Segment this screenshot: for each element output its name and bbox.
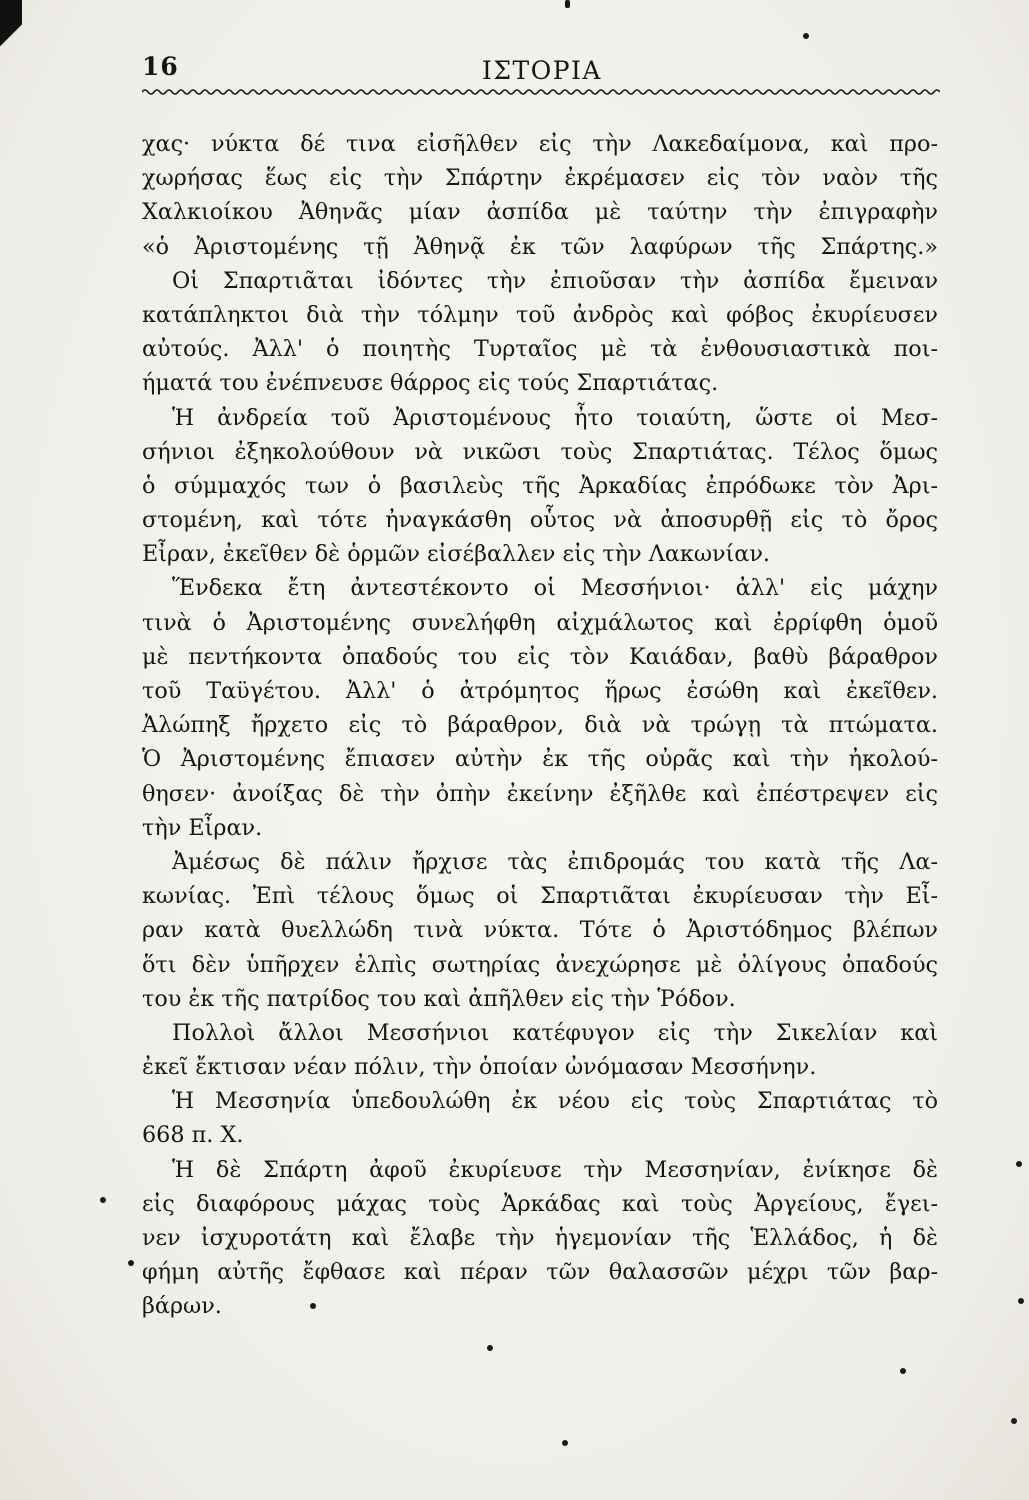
text-line: τινὰ ὁ Ἀριστομένης συνελήφθη αἰχμάλωτος καὶ ἐρρίφθη ὁμοῦ: [142, 609, 938, 636]
text-line: ήματά του ἐνέπνευσε θάρρος εἰς τούς Σπαρτιάτας.: [142, 370, 719, 397]
text-line: νεν ἰσχυροτάτη καὶ ἔλαβε τὴν ἡγεμονίαν τῆς Ἑλλάδος, ἡ δὲ: [142, 1225, 938, 1251]
text-line: Ἡ ἀνδρεία τοῦ Ἀριστομένους ἦτο τοιαύτη, ὥστε οἱ Μεσ-: [172, 404, 938, 431]
text-line: θησεν· ἀνοίξας δὲ τὴν ὀπὴν ἐκείνην ἐξῆλθε καὶ ἐπέστρεψεν εἰς: [142, 780, 938, 807]
ink-speck: [900, 1368, 906, 1374]
text-line: του ἐκ τῆς πατρίδος του καὶ ἀπῆλθεν εἰς τὴν Ῥόδον.: [142, 985, 736, 1012]
ink-speck: [487, 1345, 493, 1351]
text-line: κωνίας. Ἐπὶ τέλους ὅμως οἱ Σπαρτιᾶται ἐκυρίευσαν τὴν Εἶ-: [142, 883, 938, 910]
text-line: Χαλκιοίκου Ἀθηνᾶς μίαν ἀσπίδα μὲ ταύτην τὴν ἐπιγραφὴν: [142, 199, 938, 226]
text-line: 668 π. Χ.: [142, 1122, 244, 1149]
text-line: σήνιοι ἐξηκολούθουν νὰ νικῶσι τοὺς Σπαρτιάτας. Τέλος ὅμως: [142, 438, 938, 465]
text-line: στομένη, καὶ τότε ἠναγκάσθη οὗτος νὰ ἀποσυρθῇ εἰς τὸ ὄρος: [142, 507, 938, 534]
text-line: Οἱ Σπαρτιᾶται ἰδόντες τὴν ἐπιοῦσαν τὴν ἀσπίδα ἔμειναν: [172, 267, 938, 294]
text-line: χας· νύκτα δέ τινα εἰσῆλθεν εἰς τὴν Λακεδαίμονα, καὶ προ-: [142, 131, 938, 157]
ink-speck: [565, 0, 570, 8]
text-line: τὴν Εἶραν.: [142, 814, 263, 841]
page-header: [142, 52, 942, 92]
ink-speck: [100, 1197, 106, 1203]
page-number: 16: [142, 52, 179, 81]
header-wavy-rule: [142, 88, 940, 96]
text-line: χωρήσας ἕως εἰς τὴν Σπάρτην ἐκρέμασεν εἰς τὸν ναὸν τῆς: [142, 165, 938, 192]
text-line: εἰς διαφόρους μάχας τοὺς Ἀρκάδας καὶ τοὺς Ἀργείους, ἔγει-: [142, 1190, 938, 1217]
text-line: μὲ πεντήκοντα ὀπαδούς του εἰς τὸν Καιάδαν, βαθὺ βάραθρον: [142, 643, 938, 670]
text-line: Ὁ Ἀριστομένης ἔπιασεν αὐτὴν ἐκ τῆς οὐρᾶς καὶ τὴν ἠκολού-: [142, 746, 938, 773]
body-text: [142, 127, 938, 1324]
text-line: Πολλοὶ ἄλλοι Μεσσήνιοι κατέφυγον εἰς τὴν Σικελίαν καὶ: [172, 1019, 938, 1046]
text-line: Ἀμέσως δὲ πάλιν ἤρχισε τὰς ἐπιδρομάς του κατὰ τῆς Λα-: [172, 848, 938, 875]
ink-speck: [1016, 1161, 1022, 1167]
text-line: τοῦ Ταϋγέτου. Ἀλλ' ὁ ἀτρόμητος ἥρως ἐσώθη καὶ ἐκεῖθεν.: [142, 678, 938, 704]
ink-speck: [562, 1440, 568, 1446]
ink-speck: [310, 1303, 316, 1309]
text-line: φήμη αὐτῆς ἔφθασε καὶ πέραν τῶν θαλασσῶν μέχρι τῶν βαρ-: [142, 1259, 938, 1286]
running-title: ΙΣΤΟΡΙΑ: [482, 56, 602, 85]
text-line: «ὁ Ἀριστομένης τῇ Ἀθηνᾷ ἐκ τῶν λαφύρων τῆς Σπάρτης.»: [142, 233, 938, 260]
text-line: αὐτούς. Ἀλλ' ὁ ποιητὴς Τυρταῖος μὲ τὰ ἐνθουσιαστικὰ ποι-: [142, 336, 938, 363]
text-line: ὁ σύμμαχός των ὁ βασιλεὺς τῆς Ἀρκαδίας ἐπρόδωκε τὸν Ἀρι-: [142, 472, 938, 499]
ink-speck: [1011, 1418, 1017, 1424]
text-line: ἐκεῖ ἔκτισαν νέαν πόλιν, τὴν ὁποίαν ὠνόμασαν Μεσσήνην.: [142, 1054, 817, 1081]
text-line: κατάπληκτοι διὰ τὴν τόλμην τοῦ ἀνδρὸς καὶ φόβος ἐκυρίευσεν: [142, 301, 938, 328]
ink-speck: [803, 33, 809, 39]
ink-speck: [128, 1260, 134, 1266]
ink-speck: [1018, 1298, 1024, 1304]
scan-edge-shadow: [0, 0, 22, 80]
text-line: Εἶραν, ἐκεῖθεν δὲ ὁρμῶν εἰσέβαλλεν εἰς τὴν Λακωνίαν.: [142, 541, 770, 568]
text-line: ραν κατὰ θυελλώδη τινὰ νύκτα. Τότε ὁ Ἀριστόδημος βλέπων: [142, 917, 938, 944]
text-line: Ἡ Μεσσηνία ὑπεδουλώθη ἐκ νέου εἰς τοὺς Σπαρτιάτας τὸ: [172, 1088, 938, 1115]
text-line: ὅτι δὲν ὑπῆρχεν ἐλπὶς σωτηρίας ἀνεχώρησε μὲ ὀλίγους ὀπαδούς: [142, 951, 938, 978]
text-line: βάρων.: [142, 1293, 222, 1320]
text-line: Ἕνδεκα ἔτη ἀντεστέκοντο οἱ Μεσσήνιοι· ἀλλ' εἰς μάχην: [172, 575, 938, 602]
text-line: Ἡ δὲ Σπάρτη ἀφοῦ ἐκυρίευσε τὴν Μεσσηνίαν, ἐνίκησε δὲ: [172, 1156, 938, 1183]
text-line: Ἀλώπηξ ἤρχετο εἰς τὸ βάραθρον, διὰ νὰ τρώγῃ τὰ πτώματα.: [142, 712, 938, 739]
